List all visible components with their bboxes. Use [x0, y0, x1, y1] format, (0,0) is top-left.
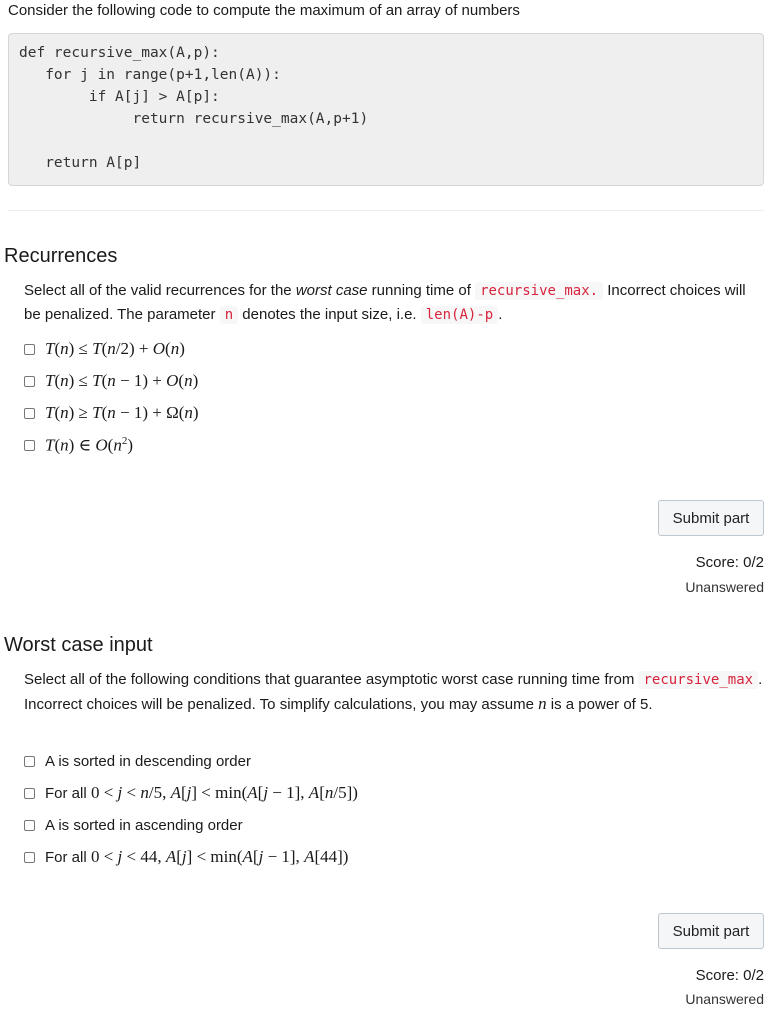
- recurrences-prompt: Select all of the valid recurrences for the worst case running time of recursive_max. Incorrect choices will be penalized. The parameter n denotes the input size, i.e. len(A)-p .: [24, 282, 746, 323]
- option-math: T(n) ∈ $O(n^2)$: [45, 434, 134, 455]
- option-math: 0 < j < n/5, A[j] < min(A[j − 1], A[n/5]): [86, 783, 358, 802]
- code-line: for j in range(p+1,len(A)):: [19, 67, 281, 83]
- option-math: 0 < j < 44, A[j] < min(A[j − 1], A[44]): [86, 847, 349, 866]
- checkbox[interactable]: [24, 788, 35, 799]
- option-label: For all: [45, 784, 87, 802]
- divider: [8, 210, 764, 211]
- checkbox[interactable]: [24, 344, 35, 355]
- status-label: Unanswered: [685, 579, 764, 595]
- option-math: T(n) ≤ T(n − 1) + O(n): [45, 371, 199, 390]
- inline-code: n: [220, 306, 238, 324]
- score-label: Score: 0/2: [695, 967, 764, 984]
- inline-code: recursive_max: [638, 671, 758, 689]
- checkbox[interactable]: [24, 376, 35, 387]
- code-line: return A[p]: [19, 155, 142, 171]
- code-block: [8, 33, 764, 186]
- inline-code: len(A)-p: [421, 306, 498, 324]
- condition-option-3[interactable]: [24, 813, 243, 837]
- score-label: Score: 0/2: [695, 554, 764, 571]
- option-math: T(n) ≤ T(n/2) + O(n): [45, 339, 185, 358]
- condition-option-4[interactable]: [24, 845, 348, 869]
- checkbox[interactable]: [24, 756, 35, 767]
- option-label: A is sorted in ascending order: [45, 816, 243, 834]
- section-title-worst-case-input: Worst case input: [4, 634, 153, 656]
- condition-option-1[interactable]: [24, 749, 251, 773]
- submit-part-button[interactable]: Submit part: [658, 913, 764, 949]
- option-math: T(n) ≥ T(n − 1) + Ω(n): [45, 403, 199, 422]
- submit-part-button[interactable]: Submit part: [658, 500, 764, 536]
- option-label: For all: [45, 848, 87, 866]
- section-title-recurrences: Recurrences: [4, 245, 118, 267]
- code-line: def recursive_max(A,p):: [19, 45, 220, 61]
- checkbox[interactable]: [24, 852, 35, 863]
- code-line: return recursive_max(A,p+1): [19, 111, 369, 127]
- condition-option-2[interactable]: [24, 781, 358, 805]
- status-label: Unanswered: [685, 991, 764, 1007]
- question-intro: Consider the following code to compute the maximum of an array of numbers: [8, 2, 520, 19]
- checkbox[interactable]: [24, 440, 35, 451]
- worst-case-prompt: Select all of the following conditions that guarantee asymptotic worst case running time from recursive_max . Incorrect choices will be penalized. To simplify calculations, you may assume n is a power of 5.: [24, 671, 763, 713]
- recurrence-option-3[interactable]: [24, 401, 199, 425]
- code-line: if A[j] > A[p]:: [19, 89, 220, 105]
- inline-code: recursive_max.: [475, 282, 603, 300]
- recurrence-option-2[interactable]: [24, 369, 198, 393]
- option-label: A is sorted in descending order: [45, 752, 251, 770]
- checkbox[interactable]: [24, 820, 35, 831]
- checkbox[interactable]: [24, 408, 35, 419]
- code-line: [19, 130, 753, 152]
- recurrence-option-4[interactable]: [24, 433, 133, 457]
- recurrence-option-1[interactable]: [24, 337, 185, 361]
